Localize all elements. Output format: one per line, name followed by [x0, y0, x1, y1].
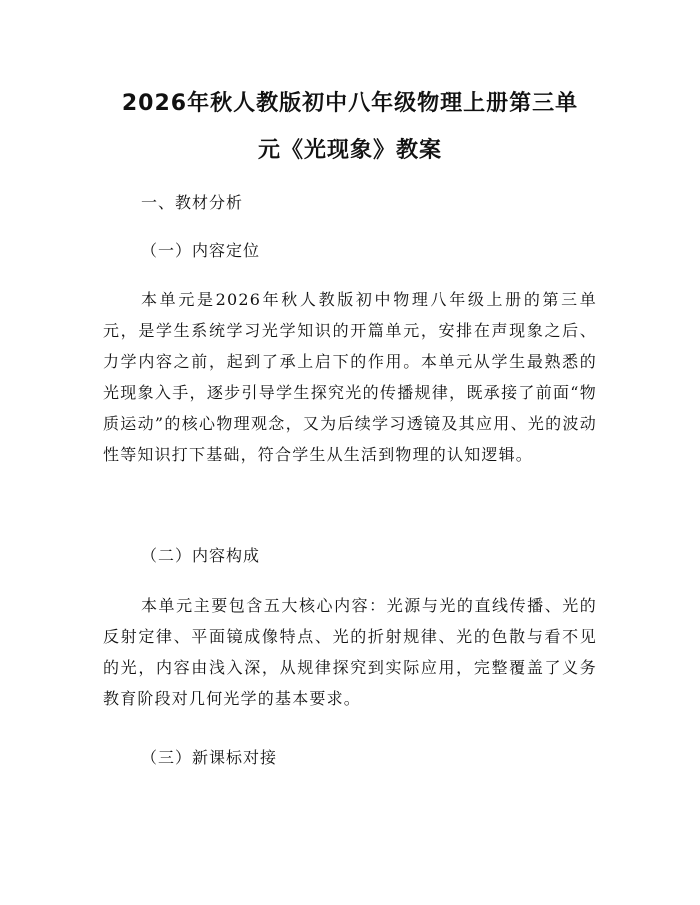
section-heading-textbook-analysis: 一、教材分析	[141, 193, 244, 212]
subheading-content-positioning: （一）内容定位	[141, 241, 261, 260]
paragraph-content-composition: 本单元主要包含五大核心内容：光源与光的直线传播、光的反射定律、平面镜成像特点、光的折射规律、光的色散与看不见的光，内容由浅入深，从规律探究到实际应用，完整覆盖了义务教育阶段对几何光学的基本要求。	[103, 596, 597, 708]
document-title-line-1: 2026年秋人教版初中八年级物理上册第三单	[121, 91, 579, 116]
subheading-content-composition: （二）内容构成	[141, 546, 261, 565]
document-title-line-2: 元《光现象》教案	[257, 138, 442, 163]
paragraph-content-positioning: 本单元是2026年秋人教版初中物理八年级上册的第三单元，是学生系统学习光学知识的开篇单元，安排在声现象之后、力学内容之前，起到了承上启下的作用。本单元从学生最熟悉的光现象入手，逐步引导学生探究光的传播规律，既承接了前面“物质运动”的核心物理观念，又为后续学习透镜及其应用、光的波动性等知识打下基础，符合学生从生活到物理的认知逻辑。	[103, 290, 597, 464]
subheading-curriculum-alignment: （三）新课标对接	[141, 748, 278, 767]
